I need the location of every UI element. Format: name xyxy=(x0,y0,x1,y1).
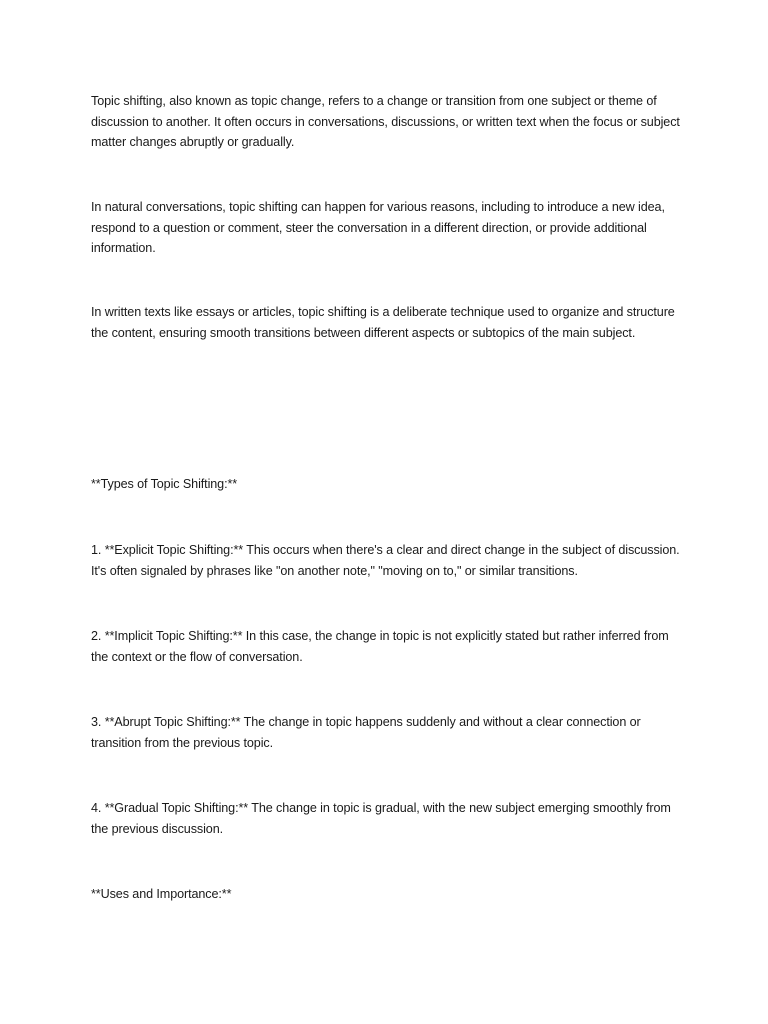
paragraph-definition: Topic shifting, also known as topic change, refers to a change or transition from one subject or theme of discussion to another. It often occurs in conversations, discussions, or written text when the focus or subject matter changes abruptly or gradually. xyxy=(91,94,680,149)
heading-types-of-topic-shifting: **Types of Topic Shifting:** xyxy=(91,477,238,491)
list-item-implicit: 2. **Implicit Topic Shifting:** In this case, the change in topic is not explicitly stated but rather inferred from the context or the flow of conversation. xyxy=(91,629,669,664)
list-item-abrupt: 3. **Abrupt Topic Shifting:** The change in topic happens suddenly and without a clear connection or transition from the previous topic. xyxy=(91,715,641,750)
paragraph-written-texts: In written texts like essays or articles, topic shifting is a deliberate technique used to organize and structure the content, ensuring smooth transitions between different aspects or subtopics of the main subject. xyxy=(91,305,675,340)
heading-uses-and-importance: **Uses and Importance:** xyxy=(91,887,232,901)
paragraph-natural-conversations: In natural conversations, topic shifting can happen for various reasons, including to introduce a new idea, respond to a question or comment, steer the conversation in a different direction, or provide additional information. xyxy=(91,200,665,255)
list-item-gradual: 4. **Gradual Topic Shifting:** The change in topic is gradual, with the new subject emerging smoothly from the previous discussion. xyxy=(91,801,671,836)
list-item-explicit: 1. **Explicit Topic Shifting:** This occurs when there's a clear and direct change in the subject of discussion. It's often signaled by phrases like "on another note," "moving on to," or similar transitions. xyxy=(91,543,680,578)
